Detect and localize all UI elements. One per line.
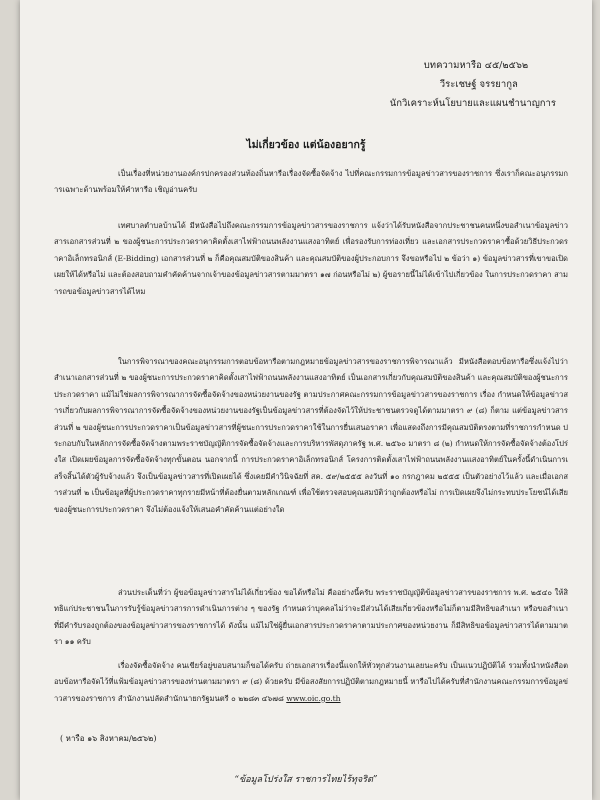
document-page <box>20 0 592 800</box>
author-position: นักวิเคราะห์นโยบายและแผนชำนาญการ <box>389 98 556 109</box>
paragraph-conclusion <box>54 658 568 707</box>
website-link[interactable]: www.oic.go.th <box>286 693 341 703</box>
article-header <box>389 56 556 113</box>
article-number: บทความหารือ ๔๕/๒๕๖๒ <box>423 60 529 71</box>
conclusion-text: เรื่องจัดซื้อจัดจ้าง คนเขียร์อยู่ขอบสนามก็ขอได้ครับ ถ่ายเอกสารเรื่องนี้แจกให้ทั่วทุกส่วนงานเลยนะครับ เป็นแนวปฏิบัติได้ รวมทั้งนำหนังสือตอบข้อหารือจัดไว้ที่แฟ้มข้อมูลข่าวสารของท่านตามมาตรา ๙ (๘) ด้วยครับ มีข้อสงสัยการปฏิบัติตามกฎหมายนี้ หารือไปได้ครับที่สำนักงานคณะกรรมการข้อมูลข่าวสารของราชการ สำนักงานปลัดสำนักนายกรัฐมนตรี ๐ ๒๒๘๓ ๔๖๗๘ <box>54 661 568 703</box>
author-name: วีระเชษฐ์ จรรยากูล <box>439 79 518 90</box>
paragraph-question: เทศบาลตำบลบ้านได้ มีหนังสือไปถึงคณะกรรมการข้อมูลข่าวสารของราชการ แจ้งว่าได้รับหนังสือจากประชาชนคนหนึ่งขอสำเนาข้อมูลข่าวสารเอกสารส่วนที่ ๒ ของผู้ชนะการประกวดราคาคิดตั้งเสาไฟฟ้าถนนพลังงานแสงอาทิตย์ เพื่อรองรับการท่องเที่ยว และเอกสารประกวดราคาซื้อด้วยวิธีประกวดราคาอิเล็กทรอนิกส์ (E-Bidding) เอกสารส่วนที่ ๒ ก็คือคุณสมบัติของสินค้า และคุณสมบัติของผู้ประกอบการ จึงขอหรือไป ๒ ข้อว่า ๑) ข้อมูลข่าวสารที่เขาขอเปิดเผยให้ได้หรือไม่ และต้องสอบถามคำคัดค้านจากเจ้าของข้อมูลข่าวสารตามมาตรา ๑๗ ก่อนหรือไม่ ๒) ผู้ขอรายนี้ไม่ได้เข้าไปเกี่ยวข้อง ในการประกวดราคา สามารถขอข้อมูลข่าวสารได้ไหม <box>54 221 568 296</box>
paragraph-right-to-request: ส่วนประเด็นที่ว่า ผู้ขอข้อมูลข่าวสารไม่ได้เกี่ยวข้อง ขอได้หรือไม่ คืออย่างนี้ครับ พระราชบัญญัติข้อมูลข่าวสารของราชการ พ.ศ. ๒๕๔๐ ให้สิทธิแก่ประชาชนในการรับรู้ข้อมูลข่าวสารการดำเนินการต่าง ๆ ของรัฐ กำหนดว่าบุคคลไม่ว่าจะมีส่วนได้เสียเกี่ยวข้องหรือไม่ก็ตามมีสิทธิขอสำเนา หรือขอสำเนาที่มีคำรับรองถูกต้องของข้อมูลข่าวสารของราชการได้ ดังนั้น แม้ไม่ใช่ผู้ยื่นเอกสารประกวดราคาตามประกาศของหน่วยงาน ก็มีสิทธิขอข้อมูลข่าวสารได้ตามมาตรา ๑๑ ครับ <box>54 588 568 647</box>
date-note: ( หารือ ๑๖ สิงหาคม/๒๕๖๒) <box>60 734 157 743</box>
article-title: ไม่เกี่ยวข้อง แต่น้องอยากรู้ <box>246 139 366 151</box>
slogan: “ข้อมูลโปร่งใส ราชการไทยไร้ทุจริต” <box>234 775 378 785</box>
paragraph-answer: ในการพิจารณาของคณะอนุกรรมการตอบข้อหารือตามกฎหมายข้อมูลข่าวสารของราชการพิจารณาแล้ว มีหนังสือตอบข้อหารือซึ่งแจ้งไปว่า สำเนาเอกสารส่วนที่ ๒ ของผู้ชนะการประกวดราคาคิดตั้งเสาไฟฟ้าถนนพลังงานแสงอาทิตย์ เป็นเอกสารเกี่ยวกับคุณสมบัติของสินค้า และคุณสมบัติของผู้ชนะการประกวดราคา แม้ไม่ใช่ผลการพิจารณาการจัดซื้อจัดจ้างของหน่วยงานของรัฐ ตามประกาศคณะกรรมการข้อมูลข่าวสารของราชการ เรื่อง กำหนดให้ข้อมูลข่าวสารเกี่ยวกับผลการพิจารณาการจัดซื้อจัดจ้างของหน่วยงานของรัฐเป็นข้อมูลข่าวสารที่ต้องจัดไว้ให้ประชาชนตรวจดูได้ตามมาตรา ๙ (๘) ก็ตาม แต่ข้อมูลข่าวสารส่วนที่ ๒ ของผู้ชนะการประกวดราคาเป็นข้อมูลข่าวสารที่ผู้ชนะการประกวดราคาใช้ในการยื่นเสนอราคา เพื่อแสดงถึงการมีคุณสมบัติตรงตามที่ราชการกำหนด ประกอบกับในหลักการจัดซื้อจัดจ้างตามพระราชบัญญัติการจัดซื้อจัดจ้างและการบริหารพัสดุภาครัฐ พ.ศ. ๒๕๖๐ มาตรา ๘ (๒) กำหนดให้การจัดซื้อจัดจ้างต้องโปร่งใส เปิดเผยข้อมูลการจัดซื้อจัดจ้างทุกขั้นตอน นอกจากนี้ การประกวดราคาอิเล็กทรอนิกส์ โครงการติดตั้งเสาไฟฟ้าถนนพลังงานแสงอาทิตย์ในครั้งนี้ดำเนินการเสร็จสิ้นได้ตัวผู้รับจ้างแล้ว จึงเป็นข้อมูลข่าวสารที่เปิดเผยได้ ซึ่งเคยมีคำวินิจฉัยที่ สค. ๕๙/๒๕๕๕ ลงวันที่ ๑๐ กรกฎาคม ๒๕๕๕ เป็นตัวอย่างไว้แล้ว และเมื่อเอกสารส่วนที่ ๒ เป็นข้อมูลที่ผู้ประกวดราคาทุกรายมีหน้าที่ต้องยื่นตามหลักเกณฑ์ เพื่อใช้ตรวจสอบคุณสมบัติว่าถูกต้องหรือไม่ การเปิดเผยจึงไม่กระทบประโยชน์ได้เสียของผู้ชนะการประกวดราคา จึงไม่ต้องแจ้งให้เสนอคำคัดค้านแต่อย่างใด <box>54 357 568 514</box>
paragraph-intro: เป็นเรื่องที่หน่วยงานองค์กรปกครองส่วนท้องถิ่นหารือเรื่องจัดซื้อจัดจ้าง ไปที่คณะกรรมการข้อมูลข่าวสารของราชการ ซึ่งเราก็คณะอนุกรรมการเฉพาะด้านพร้อมให้คำหารือ เชิญอ่านครับ <box>54 169 568 195</box>
